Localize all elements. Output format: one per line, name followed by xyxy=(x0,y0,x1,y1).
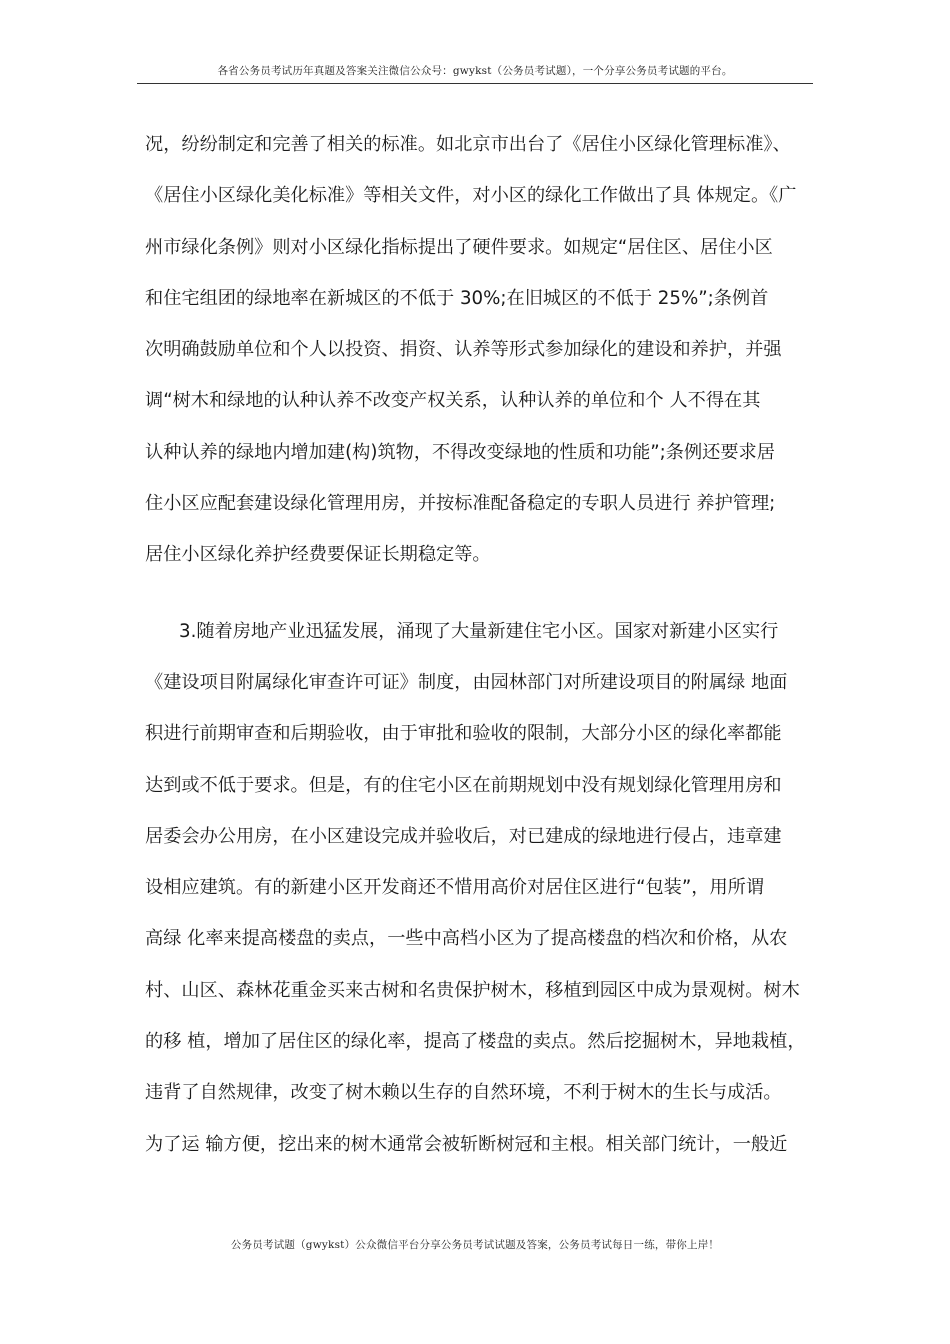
paragraph-spacer xyxy=(145,592,811,617)
text-line: 居住小区绿化养护经费要保证长期稳定等。 xyxy=(145,544,491,566)
text-line: 的移 植，增加了居住区的绿化率，提高了楼盘的卖点。然后挖掘树木，异地栽植， xyxy=(145,1031,806,1053)
text-line: 调“树木和绿地的认种认养不改变产权关系，认种认养的单位和个 人不得在其 xyxy=(145,390,761,412)
text-line: 次明确鼓励单位和个人以投资、捐资、认养等形式参加绿化的建设和养护，并强 xyxy=(145,339,782,361)
header-divider xyxy=(137,83,813,84)
text-line: 达到或不低于要求。但是，有的住宅小区在前期规划中没有规划绿化管理用房和 xyxy=(145,774,782,796)
text-line: 住小区应配套建设绿化管理用房，并按标准配备稳定的专职人员进行 养护管理; xyxy=(145,493,776,515)
text-line: 认种认养的绿地内增加建(构)筑物，不得改变绿地的性质和功能”;条例还要求居 xyxy=(145,441,775,463)
page-header: 各省公务员考试历年真题及答案关注微信公众号：gwykst（公务员考试题），一个分享公务员考试题的平台。 xyxy=(217,65,733,77)
page-footer: 公务员考试题（gwykst）公众微信平台分享公务员考试试题及答案，公务员考试每日一练，带你上岸！ xyxy=(230,1239,720,1251)
text-line: 为了运 输方便，挖出来的树木通常会被斩断树冠和主根。相关部门统计，一般近 xyxy=(145,1133,788,1155)
text-line: 违背了自然规律，改变了树木赖以生存的自然环境，不利于树木的生长与成活。 xyxy=(145,1082,782,1104)
text-line: 设相应建筑。有的新建小区开发商还不惜用高价对居住区进行“包装”，用所谓 xyxy=(145,877,765,899)
text-line: 况，纷纷制定和完善了相关的标准。如北京市出台了《居住小区绿化管理标准》、 xyxy=(145,134,791,155)
paragraph-2 xyxy=(145,617,811,1181)
paragraph-1 xyxy=(145,130,811,592)
document-body xyxy=(145,130,811,1181)
text-line: 和住宅组团的绿地率在新城区的不低于 30%;在旧城区的不低于 25%”;条例首 xyxy=(145,287,769,309)
text-line: 高绿 化率来提高楼盘的卖点，一些中高档小区为了提高楼盘的档次和价格，从农 xyxy=(145,928,788,950)
text-line: 积进行前期审查和后期验收，由于审批和验收的限制，大部分小区的绿化率都能 xyxy=(145,723,782,745)
text-line: 州市绿化条例》则对小区绿化指标提出了硬件要求。如规定“居住区、居住小区 xyxy=(145,236,773,258)
text-line: 3.随着房地产业迅猛发展，涌现了大量新建住宅小区。国家对新建小区实行 xyxy=(179,620,779,642)
text-line: 《建设项目附属绿化审查许可证》制度，由园林部门对所建设项目的附属绿 地面 xyxy=(145,671,788,693)
text-line: 村、山区、森林花重金买来古树和名贵保护树木，移植到园区中成为景观树。树木 xyxy=(145,979,800,1001)
text-line: 居委会办公用房，在小区建设完成并验收后，对已建成的绿地进行侵占，违章建 xyxy=(145,825,782,847)
text-line: 《居住小区绿化美化标准》等相关文件，对小区的绿化工作做出了具 体规定。《广 xyxy=(145,185,797,207)
